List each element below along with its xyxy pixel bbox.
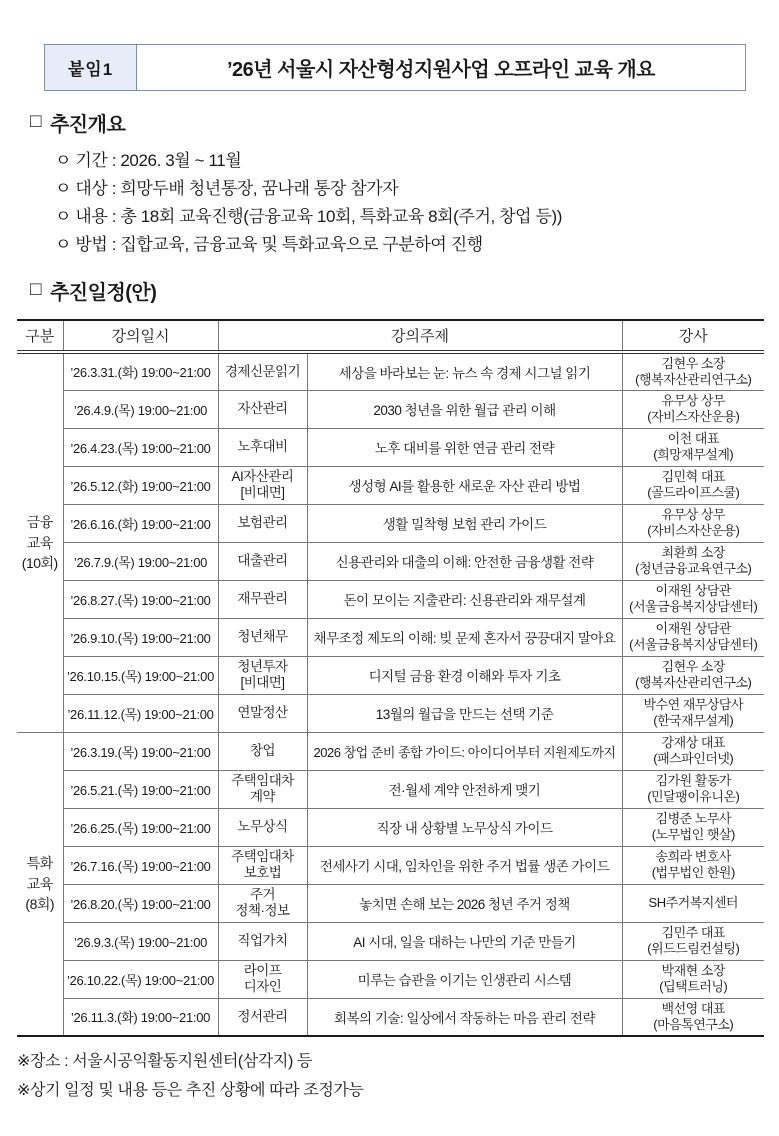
col-header-lecturer: 강사 [622,320,764,352]
topic-description-cell: 전세사기 시대, 임차인을 위한 주거 법률 생존 가이드 [307,846,622,884]
overview-item-period: ㅇ 기간 : 2026. 3월 ~ 11월 [55,151,242,170]
lecturer-cell: 박재현 소장 (딥택트러닝) [622,960,764,998]
date-cell: ’26.7.16.(목) 19:00~21:00 [63,846,218,884]
topic-description-cell: 2026 창업 준비 종합 가이드: 아이디어부터 지원제도까지 [307,732,622,770]
schedule-row [17,884,764,922]
schedule-table [17,319,764,1037]
topic-cell: 재무관리 [218,580,307,618]
topic-description-cell: 13월의 월급을 만드는 선택 기준 [307,694,622,732]
topic-description-cell: 생성형 AI를 활용한 새로운 자산 관리 방법 [307,466,622,504]
date-cell: ’26.10.22.(목) 19:00~21:00 [63,960,218,998]
schedule-row [17,808,764,846]
lecturer-cell: SH주거복지센터 [622,884,764,922]
overview-heading [30,108,779,137]
topic-description-cell: 채무조정 제도의 이해: 빚 문제 혼자서 끙끙대지 말아요 [307,618,622,656]
overview-item-target: ㅇ 대상 : 희망두배 청년통장, 꿈나래 통장 참가자 [55,179,399,198]
schedule-row [17,390,764,428]
footnote-change: ※상기 일정 및 내용 등은 추진 상황에 따라 조정가능 [17,1082,364,1099]
schedule-row [17,466,764,504]
date-cell: ’26.8.27.(목) 19:00~21:00 [63,580,218,618]
square-marker-icon: □ [30,110,41,132]
lecturer-cell: 김병준 노무사 (노무법인 햇살) [622,808,764,846]
date-cell: ’26.9.3.(목) 19:00~21:00 [63,922,218,960]
group-label-0: 금융 교육 (10회) [17,352,63,732]
lecturer-cell: 김민주 대표 (위드드림컨설팅) [622,922,764,960]
col-header-datetime: 강의일시 [63,320,218,352]
topic-description-cell: 신용관리와 대출의 이해: 안전한 금융생활 전략 [307,542,622,580]
topic-cell: 주거 정책·정보 [218,884,307,922]
date-cell: ’26.3.31.(화) 19:00~21:00 [63,352,218,390]
topic-description-cell: 직장 내 상황별 노무상식 가이드 [307,808,622,846]
topic-description-cell: AI 시대, 일을 대하는 나만의 기준 만들기 [307,922,622,960]
schedule-row [17,960,764,998]
topic-description-cell: 미루는 습관을 이기는 인생관리 시스템 [307,960,622,998]
schedule-row [17,542,764,580]
date-cell: ’26.9.10.(목) 19:00~21:00 [63,618,218,656]
date-cell: ’26.4.9.(목) 19:00~21:00 [63,390,218,428]
date-cell: ’26.10.15.(목) 19:00~21:00 [63,656,218,694]
footnote-place: ※장소 : 서울시공익활동지원센터(삼각지) 등 [17,1053,312,1070]
schedule-row [17,694,764,732]
topic-description-cell: 돈이 모이는 지출관리: 신용관리와 재무설계 [307,580,622,618]
date-cell: ’26.7.9.(목) 19:00~21:00 [63,542,218,580]
schedule-row [17,732,764,770]
lecturer-cell: 김현우 소장 (행복자산관리연구소) [622,656,764,694]
topic-description-cell: 노후 대비를 위한 연금 관리 전략 [307,428,622,466]
date-cell: ’26.6.25.(목) 19:00~21:00 [63,808,218,846]
topic-description-cell: 디지털 금융 환경 이해와 투자 기초 [307,656,622,694]
footnotes [17,1047,779,1105]
date-cell: ’26.3.19.(목) 19:00~21:00 [63,732,218,770]
schedule-row [17,352,764,390]
topic-description-cell: 전·월세 계약 안전하게 맺기 [307,770,622,808]
topic-cell: 대출관리 [218,542,307,580]
lecturer-cell: 최환희 소장 (청년금융교육연구소) [622,542,764,580]
lecturer-cell: 송희라 변호사 (법무법인 한원) [622,846,764,884]
lecturer-cell: 김가원 활동가 (민달팽이유니온) [622,770,764,808]
col-header-category: 구분 [17,320,63,352]
attachment-header [44,44,746,91]
lecturer-cell: 백선영 대표 (마음톡연구소) [622,998,764,1036]
lecturer-cell: 유무상 상무 (자비스자산운용) [622,390,764,428]
topic-cell: 청년채무 [218,618,307,656]
square-marker-icon: □ [30,278,41,300]
schedule-row [17,998,764,1036]
schedule-row [17,580,764,618]
overview-item-method: ㅇ 방법 : 집합교육, 금융교육 및 특화교육으로 구분하여 진행 [55,235,483,254]
schedule-heading-text: 추진일정(안) [49,282,157,304]
schedule-row [17,428,764,466]
lecturer-cell: 박수연 재무상담사 (한국재무설계) [622,694,764,732]
page-title: ’26년 서울시 자산형성지원사업 오프라인 교육 개요 [227,59,655,81]
schedule-row [17,618,764,656]
lecturer-cell: 이천 대표 (희망재무설계) [622,428,764,466]
table-header-row [17,320,764,352]
lecturer-cell: 이재원 상담관 (서울금융복지상담센터) [622,618,764,656]
topic-description-cell: 생활 밀착형 보험 관리 가이드 [307,504,622,542]
topic-cell: 청년투자 [비대면] [218,656,307,694]
topic-cell: 주택임대차 계약 [218,770,307,808]
schedule-row [17,922,764,960]
date-cell: ’26.5.21.(목) 19:00~21:00 [63,770,218,808]
topic-cell: 정서관리 [218,998,307,1036]
col-header-topic: 강의주제 [218,320,622,352]
topic-cell: 라이프 디자인 [218,960,307,998]
lecturer-cell: 강재상 대표 (패스파인더넷) [622,732,764,770]
topic-description-cell: 2030 청년을 위한 월급 관리 이해 [307,390,622,428]
date-cell: ’26.5.12.(화) 19:00~21:00 [63,466,218,504]
schedule-heading [30,276,779,305]
overview-item-content: ㅇ 내용 : 총 18회 교육진행(금융교육 10회, 특화교육 8회(주거, 창업 등)) [55,207,563,226]
overview-heading-text: 추진개요 [49,114,126,136]
topic-cell: 주택임대차 보호법 [218,846,307,884]
date-cell: ’26.8.20.(목) 19:00~21:00 [63,884,218,922]
topic-cell: AI자산관리 [비대면] [218,466,307,504]
date-cell: ’26.11.12.(목) 19:00~21:00 [63,694,218,732]
schedule-row [17,504,764,542]
topic-cell: 경제신문읽기 [218,352,307,390]
topic-description-cell: 회복의 기술: 일상에서 작동하는 마음 관리 전략 [307,998,622,1036]
topic-cell: 연말정산 [218,694,307,732]
lecturer-cell: 이재원 상담관 (서울금융복지상담센터) [622,580,764,618]
topic-cell: 직업가치 [218,922,307,960]
lecturer-cell: 김현우 소장 (행복자산관리연구소) [622,352,764,390]
schedule-row [17,656,764,694]
schedule-row [17,770,764,808]
lecturer-cell: 김민혁 대표 (골드라이프스쿨) [622,466,764,504]
topic-description-cell: 세상을 바라보는 눈: 뉴스 속 경제 시그널 읽기 [307,352,622,390]
schedule-row [17,846,764,884]
date-cell: ’26.4.23.(목) 19:00~21:00 [63,428,218,466]
topic-cell: 자산관리 [218,390,307,428]
topic-cell: 보험관리 [218,504,307,542]
topic-description-cell: 놓치면 손해 보는 2026 청년 주거 정책 [307,884,622,922]
date-cell: ’26.6.16.(화) 19:00~21:00 [63,504,218,542]
attachment-label: 붙임1 [45,45,137,90]
topic-cell: 노무상식 [218,808,307,846]
lecturer-cell: 유무상 상무 (자비스자산운용) [622,504,764,542]
topic-cell: 창업 [218,732,307,770]
group-label-1: 특화 교육 (8회) [17,732,63,1036]
overview-bullet-list [55,147,779,259]
date-cell: ’26.11.3.(화) 19:00~21:00 [63,998,218,1036]
topic-cell: 노후대비 [218,428,307,466]
